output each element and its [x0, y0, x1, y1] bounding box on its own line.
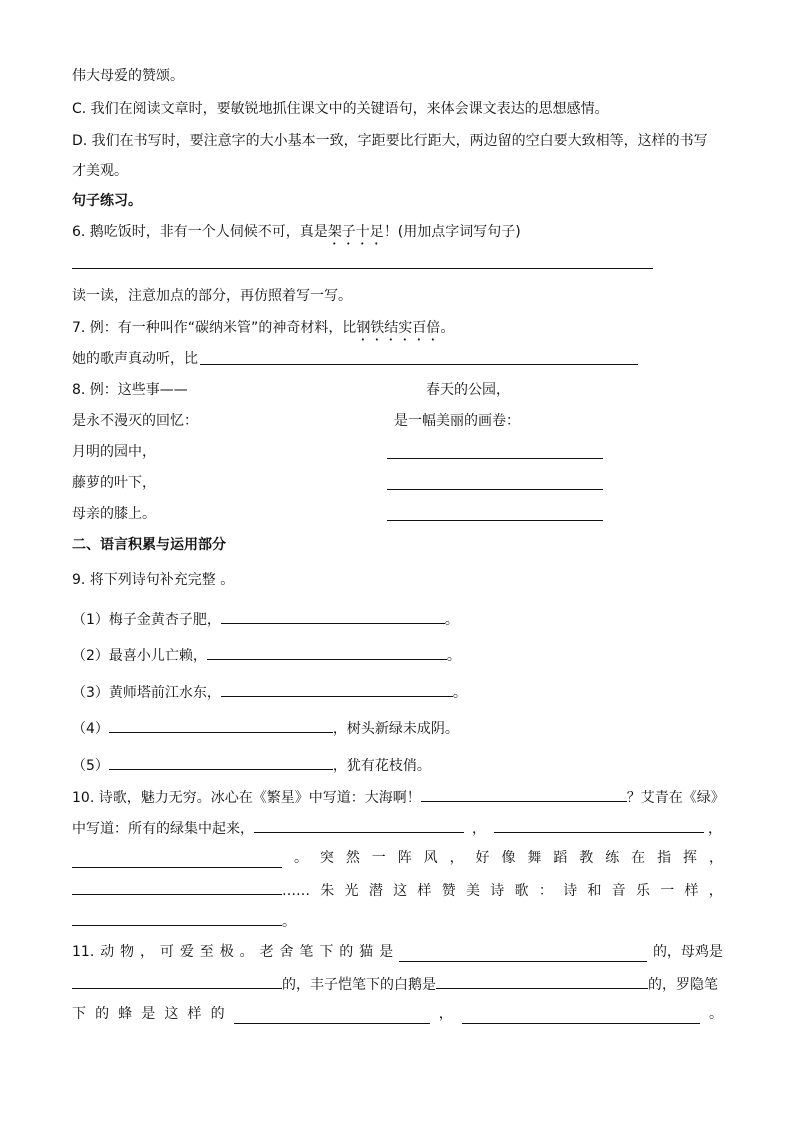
q11-blank-4[interactable]: [234, 1008, 430, 1024]
q10-char: ，: [708, 850, 723, 866]
q11-l1-post: 的，母鸡是: [652, 944, 723, 960]
q11-char: 蜂: [118, 1006, 133, 1022]
q10-blank-4[interactable]: [72, 852, 282, 868]
q11-char: 的: [95, 1006, 110, 1022]
q11-char: 老: [259, 944, 274, 960]
q9-item-4: [72, 717, 459, 739]
q11-l2-mid: 的，丰子恺笔下的白鹅是: [282, 977, 436, 993]
q10-l2-pre: 中写道：所有的绿集中起来，: [72, 821, 254, 837]
q11-char: 下: [319, 944, 334, 960]
q9-4-post: ，树头新绿未成阴。: [332, 721, 459, 737]
q10-comma: ，: [472, 821, 486, 837]
q10-char: 潜: [368, 883, 383, 899]
q11-char: 极: [219, 944, 234, 960]
q11-char: 的: [339, 944, 354, 960]
q10-char: 阵: [397, 850, 412, 866]
q10-char: 在: [631, 850, 646, 866]
question-7: [72, 318, 454, 344]
q10-line-1: [72, 786, 725, 808]
q8-left-sub: 是永不漫灭的回忆：: [72, 413, 198, 429]
q10-blank-1[interactable]: [421, 786, 627, 802]
q10-char: 舞: [527, 850, 542, 866]
question-6: [72, 222, 521, 248]
q10-char: 乐: [635, 883, 650, 899]
q11-char: 的: [210, 1006, 225, 1022]
q11-line-1: [72, 942, 723, 962]
q7-pre: 7. 例：有一种叫作“碳纳米管”的神奇材料，比: [72, 320, 357, 336]
q8-right-sub: 是一幅美丽的画卷：: [394, 413, 520, 429]
q10-char: ，: [449, 850, 464, 866]
q11-char: 可: [159, 944, 174, 960]
q9-3-blank[interactable]: [221, 681, 453, 697]
q11-char: 动: [100, 944, 115, 960]
q10-char: 这: [393, 883, 408, 899]
q10-blank-6[interactable]: [72, 910, 282, 926]
q8-answer-line[interactable]: [387, 520, 603, 521]
q7-answer-row: [72, 349, 198, 369]
intro-line: 伟大母爱的赞颂。: [72, 68, 184, 84]
q10-char: ：: [538, 883, 553, 899]
q10-char: 一: [660, 883, 675, 899]
q11-char: 是: [141, 1006, 156, 1022]
q10-char: 突: [319, 850, 334, 866]
q9-item-2: [72, 644, 461, 666]
section-two-heading: 二、语言积累与运用部分: [72, 537, 226, 553]
q9-4-pre: （4）: [72, 721, 109, 737]
q8-left-head: 8. 例：这些事——: [72, 382, 188, 398]
option-d-line1: D. 我们在书写时，要注意字的大小基本一致，字距要比行距大，两边留的空白要大致相等，这样的书写: [72, 133, 708, 149]
q9-3-pre: （3）黄师塔前江水东，: [72, 685, 221, 701]
q6-dotted-words: 架子十足: [327, 224, 384, 240]
q11-line-2: [72, 973, 718, 995]
q9-1-post: 。: [444, 612, 459, 628]
q11-char: 这: [164, 1006, 179, 1022]
q6-post: ！(用加点字词写句子): [383, 224, 521, 240]
q11-char: 样: [187, 1006, 202, 1022]
q11-char: 物: [120, 944, 135, 960]
q11-char: 猫: [359, 944, 374, 960]
q10-blank-5[interactable]: [72, 879, 282, 895]
q9-4-blank[interactable]: [109, 717, 333, 733]
option-d-line2: 才美观。: [72, 163, 128, 179]
q11-char: 。: [239, 944, 254, 960]
q11-char: ，: [140, 944, 155, 960]
q11-char: 下: [72, 1006, 86, 1022]
q8-item: 藤萝的叶下，: [72, 475, 156, 491]
q10-l5-post: 。: [282, 914, 296, 930]
q10-char: 一: [371, 850, 386, 866]
q11-char: 是: [379, 944, 394, 960]
q10-char: 和: [587, 883, 602, 899]
q9-5-blank[interactable]: [109, 754, 333, 770]
q10-char: ……: [282, 883, 310, 899]
q10-char: 风: [423, 850, 438, 866]
q11-char: 舍: [279, 944, 294, 960]
q10-line-4: [72, 879, 723, 901]
q11-l2-post: 的，罗隐笔: [648, 977, 718, 993]
q10-char: 蹈: [553, 850, 568, 866]
q9-5-post: ，犹有花枝俏。: [332, 758, 431, 774]
q10-char: 光: [344, 883, 359, 899]
q10-char: 美: [465, 883, 480, 899]
q10-blank-2[interactable]: [254, 817, 464, 833]
q11-blank-1[interactable]: [399, 946, 647, 962]
q10-l1-post: ？艾青在《绿》: [626, 790, 725, 806]
q9-item-3: [72, 681, 467, 703]
q11-blank-3[interactable]: [436, 973, 648, 989]
q9-2-post: 。: [446, 648, 461, 664]
q10-char: 诗: [490, 883, 505, 899]
q7-post: 。: [440, 320, 455, 336]
option-c: C. 我们在阅读文章时，要敏锐地抓住课文中的关键语句，来体会课文表达的思想感情。: [72, 101, 609, 117]
q10-char: 指: [657, 850, 672, 866]
q11-l3-mid: ，: [438, 1006, 453, 1022]
q9-3-post: 。: [452, 685, 467, 701]
q10-comma: ，: [708, 821, 722, 837]
q10-char: 音: [611, 883, 626, 899]
q10-l1-pre: 10. 诗歌，魅力无穷。冰心在《繁星》中写道：大海啊！: [72, 790, 421, 806]
q10-char: 教: [579, 850, 594, 866]
q9-1-blank[interactable]: [221, 608, 445, 624]
q9-item-1: [72, 608, 459, 630]
q10-char: 朱: [320, 883, 335, 899]
q10-char: 练: [605, 850, 620, 866]
q11-blank-5[interactable]: [462, 1008, 700, 1024]
q6-answer-line[interactable]: [72, 268, 653, 269]
q11-char: 至: [199, 944, 214, 960]
q8-right-head: 春天的公园，: [426, 382, 510, 398]
q8-item: 月明的园中，: [72, 444, 156, 460]
q10-char: 然: [345, 850, 360, 866]
q11-blank-2[interactable]: [72, 973, 282, 989]
q9-2-pre: （2）最喜小儿亡赖，: [72, 648, 207, 664]
q11-char: 笔: [299, 944, 314, 960]
q9-5-pre: （5）: [72, 758, 109, 774]
q7-answer-line[interactable]: [200, 364, 638, 365]
q10-char: ，: [708, 883, 723, 899]
q10-char: 。: [293, 850, 308, 866]
q10-line-3: [72, 848, 723, 868]
q9-2-blank[interactable]: [207, 644, 447, 660]
q10-char: 挥: [683, 850, 697, 866]
q6-pre: 6. 鹅吃饭时，非有一个人伺候不可，真是: [72, 224, 328, 240]
q8-answer-line[interactable]: [387, 458, 603, 459]
q11-char: 11.: [72, 944, 95, 960]
q10-line-5: [72, 910, 296, 932]
read-instruction: 读一读，注意加点的部分，再仿照着写一写。: [72, 288, 352, 304]
q9-item-5: [72, 754, 431, 776]
q7-answer-prefix: 她的歌声真动听，比: [72, 351, 198, 367]
q10-char: 样: [417, 883, 432, 899]
q10-char: 诗: [563, 883, 578, 899]
section-sentence-practice: 句子练习。: [72, 193, 142, 209]
q10-char: 样: [684, 883, 699, 899]
q10-char: 歌: [514, 883, 529, 899]
q10-blank-3[interactable]: [494, 817, 704, 833]
q11-line-3: [72, 1004, 723, 1024]
q9-title: 9. 将下列诗句补充完整 。: [72, 572, 235, 588]
q11-l3-post: 。: [708, 1006, 723, 1022]
q10-char: 好: [475, 850, 490, 866]
q10-line-2: [72, 817, 722, 839]
q8-item: 母亲的膝上。: [72, 506, 156, 522]
q8-answer-line[interactable]: [387, 489, 603, 490]
q10-char: 赞: [441, 883, 456, 899]
q9-1-pre: （1）梅子金黄杏子肥，: [72, 612, 221, 628]
q11-char: 爱: [179, 944, 194, 960]
q10-char: 像: [501, 850, 516, 866]
q7-dotted-words: 钢铁结实百倍: [356, 320, 441, 336]
